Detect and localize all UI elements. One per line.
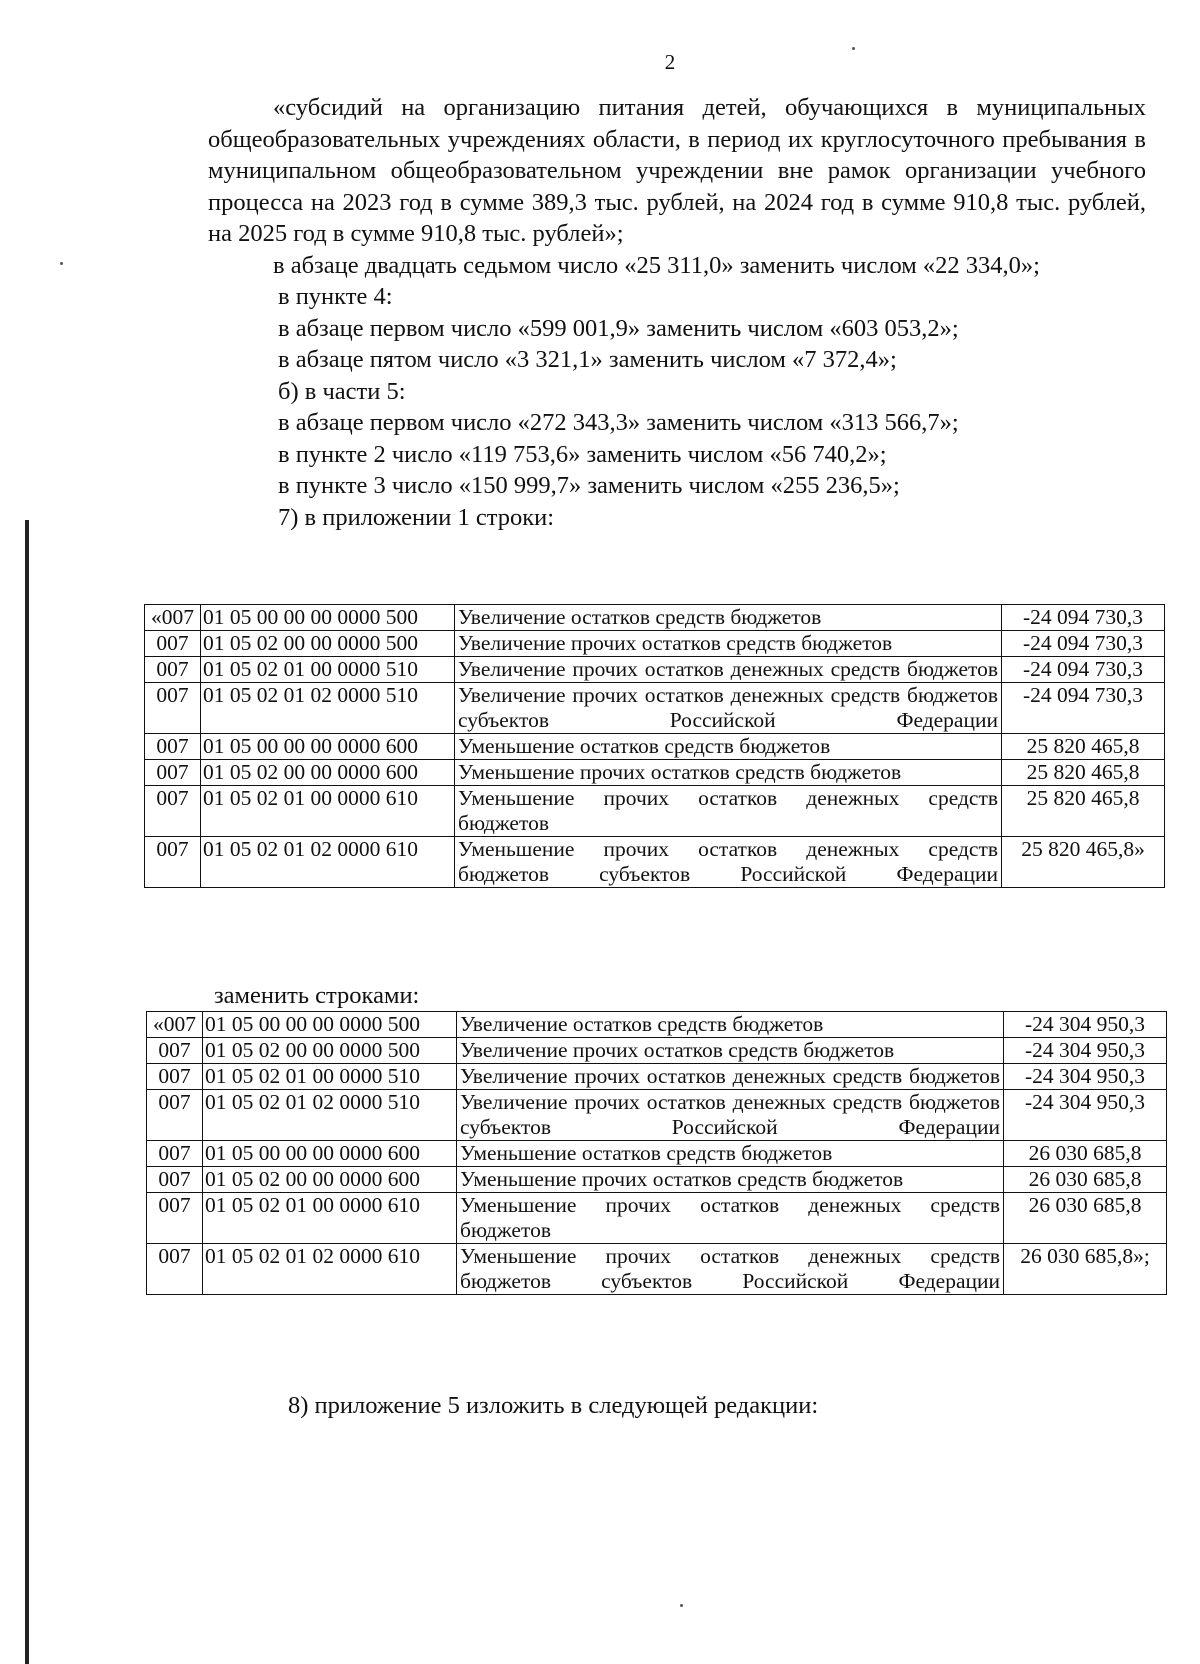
item-name-cell: Уменьшение прочих остатков денежных средств бюджетов (455, 786, 1002, 837)
amount-cell: -24 304 950,3 (1004, 1064, 1167, 1090)
budget-code-cell: 01 05 02 01 02 0000 510 (203, 1090, 457, 1141)
table-row (147, 1167, 1167, 1193)
table-row (145, 734, 1165, 760)
amendment-line: в пункте 4: (278, 283, 393, 310)
amount-cell: 26 030 685,8 (1004, 1167, 1167, 1193)
amount-cell: -24 094 730,3 (1002, 631, 1165, 657)
table-row (145, 631, 1165, 657)
budget-code-cell: 01 05 00 00 00 0000 600 (203, 1141, 457, 1167)
budget-code-cell: 01 05 00 00 00 0000 600 (201, 734, 455, 760)
admin-code-cell: 007 (145, 657, 201, 683)
old-rows-table (144, 604, 1165, 888)
paragraph-27-amendment: в абзаце двадцать седьмом число «25 311,0» заменить числом «22 334,0»; (273, 251, 1040, 279)
admin-code-cell: «007 (147, 1012, 203, 1038)
item-name-cell: Увеличение прочих остатков средств бюджетов (455, 631, 1002, 657)
budget-code-cell: 01 05 02 01 02 0000 610 (201, 837, 455, 888)
item-name-cell: Увеличение прочих остатков денежных средств бюджетов (457, 1064, 1004, 1090)
admin-code-cell: 007 (145, 683, 201, 734)
item-name-cell: Уменьшение прочих остатков средств бюджетов (457, 1167, 1004, 1193)
table-row (145, 760, 1165, 786)
item-name-cell: Увеличение остатков средств бюджетов (457, 1012, 1004, 1038)
budget-code-cell: 01 05 02 00 00 0000 600 (203, 1167, 457, 1193)
amendment-line: в абзаце первом число «599 001,9» заменить числом «603 053,2»; (278, 314, 959, 342)
amount-cell: -24 094 730,3 (1002, 657, 1165, 683)
amount-cell: 26 030 685,8»; (1004, 1244, 1167, 1295)
amount-cell: -24 094 730,3 (1002, 683, 1165, 734)
page-number: 2 (664, 50, 676, 74)
table-row (147, 1193, 1167, 1244)
table-row (147, 1141, 1167, 1167)
budget-code-cell: 01 05 02 00 00 0000 500 (203, 1038, 457, 1064)
item-name-cell: Уменьшение прочих остатков денежных средств бюджетов субъектов Российской Федерации (457, 1244, 1004, 1295)
budget-code-cell: 01 05 02 00 00 0000 500 (201, 631, 455, 657)
admin-code-cell: 007 (147, 1167, 203, 1193)
amendment-line: в пункте 3 число «150 999,7» заменить числом «255 236,5»; (278, 472, 900, 499)
table-row (147, 1090, 1167, 1141)
amendment-line: в пункте 2 число «119 753,6» заменить числом «56 740,2»; (278, 440, 887, 468)
amount-cell: -24 304 950,3 (1004, 1012, 1167, 1038)
item-name-cell: Увеличение прочих остатков денежных средств бюджетов субъектов Российской Федерации (455, 683, 1002, 734)
admin-code-cell: 007 (147, 1141, 203, 1167)
amount-cell: 26 030 685,8 (1004, 1141, 1167, 1167)
new-rows-table (146, 1011, 1167, 1295)
item-name-cell: Уменьшение прочих остатков денежных средств бюджетов (457, 1193, 1004, 1244)
admin-code-cell: 007 (145, 734, 201, 760)
item-name-cell: Увеличение прочих остатков денежных средств бюджетов субъектов Российской Федерации (457, 1090, 1004, 1141)
scan-margin-bar (25, 520, 29, 1664)
admin-code-cell: 007 (145, 786, 201, 837)
table-row (145, 605, 1165, 631)
budget-code-cell: 01 05 02 01 00 0000 510 (201, 657, 455, 683)
admin-code-cell: 007 (147, 1244, 203, 1295)
scan-speck (60, 262, 63, 265)
budget-code-cell: 01 05 02 01 02 0000 510 (201, 683, 455, 734)
amendment-line: 7) в приложении 1 строки: (278, 503, 555, 531)
item-name-cell: Уменьшение прочих остатков средств бюджетов (455, 760, 1002, 786)
admin-code-cell: 007 (147, 1090, 203, 1141)
amount-cell: 25 820 465,8» (1002, 837, 1165, 888)
amount-cell: 25 820 465,8 (1002, 786, 1165, 837)
amendment-line: в абзаце пятом число «3 321,1» заменить числом «7 372,4»; (278, 346, 897, 373)
item-name-cell: Уменьшение остатков средств бюджетов (455, 734, 1002, 760)
amount-cell: -24 304 950,3 (1004, 1090, 1167, 1141)
amount-cell: 25 820 465,8 (1002, 734, 1165, 760)
amount-cell: 25 820 465,8 (1002, 760, 1165, 786)
budget-code-cell: 01 05 02 00 00 0000 600 (201, 760, 455, 786)
admin-code-cell: 007 (145, 837, 201, 888)
item-name-cell: Увеличение прочих остатков средств бюджетов (457, 1038, 1004, 1064)
budget-code-cell: 01 05 02 01 02 0000 610 (203, 1244, 457, 1295)
amount-cell: -24 094 730,3 (1002, 605, 1165, 631)
budget-code-cell: 01 05 02 01 00 0000 610 (203, 1193, 457, 1244)
amount-cell: -24 304 950,3 (1004, 1038, 1167, 1064)
budget-code-cell: 01 05 02 01 00 0000 610 (201, 786, 455, 837)
amendment-line: б) в части 5: (278, 377, 406, 405)
amendment-text (208, 92, 1146, 533)
table-row (145, 683, 1165, 734)
table-row (147, 1038, 1167, 1064)
item-name-cell: Увеличение прочих остатков денежных средств бюджетов (455, 657, 1002, 683)
table-row (147, 1064, 1167, 1090)
budget-code-cell: 01 05 02 01 00 0000 510 (203, 1064, 457, 1090)
budget-code-cell: 01 05 00 00 00 0000 500 (203, 1012, 457, 1038)
table-row (147, 1012, 1167, 1038)
admin-code-cell: 007 (147, 1193, 203, 1244)
table-row (147, 1244, 1167, 1295)
intro-paragraph: «субсидий на организацию питания детей, обучающихся в муниципальных общеобразовательных учреждениях области, в период их круглосуточного пребывания в муниципальном общеобразовательном учреждении вне рамок организации учебного процесса на 2023 год в сумме 389,3 тыс. рублей, на 2024 год в сумме 910,8 тыс. рублей, на 2025 год в сумме 910,8 тыс. рублей»; (208, 94, 1146, 247)
table-row (145, 786, 1165, 837)
replace-caption: заменить строками: (214, 982, 420, 1009)
admin-code-cell: 007 (147, 1038, 203, 1064)
admin-code-cell: 007 (145, 760, 201, 786)
item-name-cell: Уменьшение остатков средств бюджетов (457, 1141, 1004, 1167)
item-name-cell: Увеличение остатков средств бюджетов (455, 605, 1002, 631)
amount-cell: 26 030 685,8 (1004, 1193, 1167, 1244)
item-name-cell: Уменьшение прочих остатков денежных средств бюджетов субъектов Российской Федерации (455, 837, 1002, 888)
appendix-5-line: 8) приложение 5 изложить в следующей редакции: (288, 1392, 819, 1419)
table-row (145, 837, 1165, 888)
scan-speck (680, 1604, 683, 1607)
budget-code-cell: 01 05 00 00 00 0000 500 (201, 605, 455, 631)
admin-code-cell: 007 (147, 1064, 203, 1090)
admin-code-cell: «007 (145, 605, 201, 631)
table-row (145, 657, 1165, 683)
amendment-line: в абзаце первом число «272 343,3» заменить числом «313 566,7»; (278, 409, 959, 436)
admin-code-cell: 007 (145, 631, 201, 657)
